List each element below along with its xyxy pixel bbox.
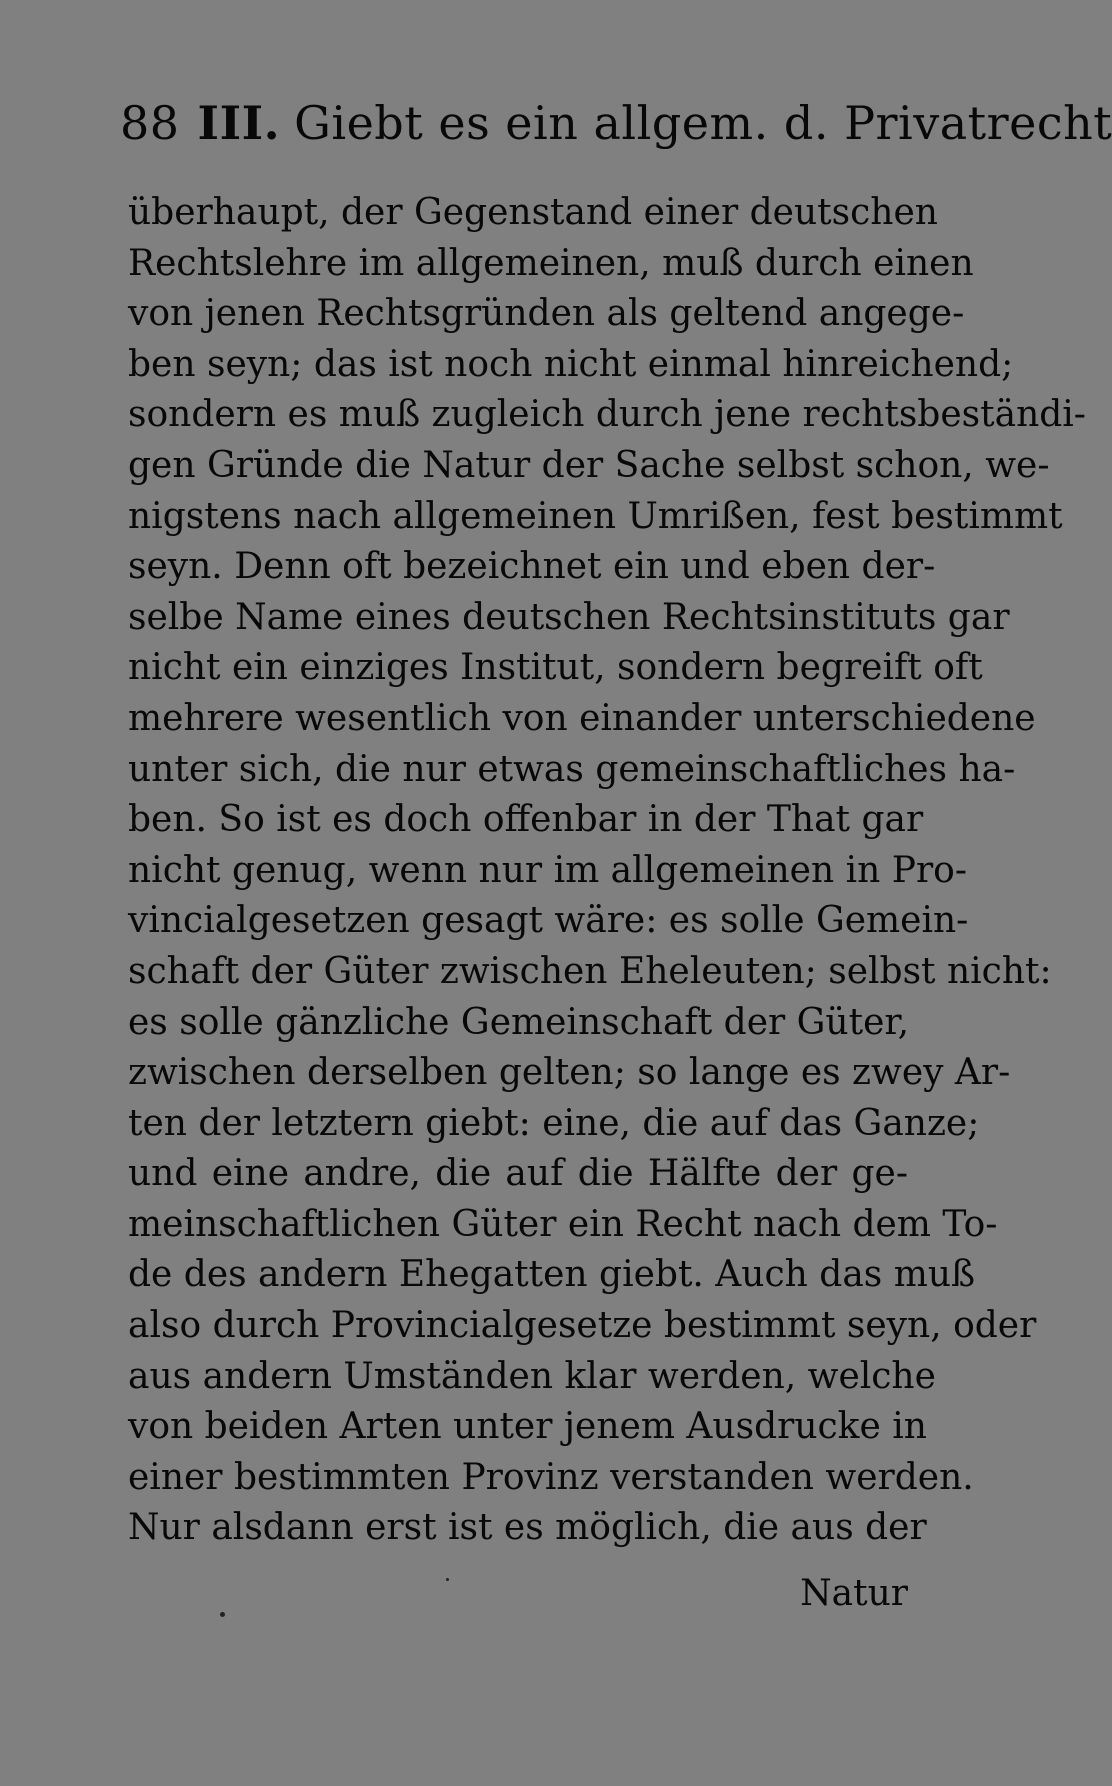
body-text: [128, 188, 1086, 1554]
text-line: von jenen Rechtsgründen als geltend angege-: [128, 293, 965, 335]
text-line: es solle gänzliche Gemeinschaft der Güter,: [128, 1001, 910, 1043]
text-line: sondern es muß zugleich durch jene rechtsbeständi-: [128, 394, 1086, 436]
page-header: [120, 96, 1112, 160]
text-line: gen Gründe die Natur der Sache selbst schon, we-: [128, 444, 1050, 486]
text-line: mehrere wesentlich von einander unterschiedene: [128, 697, 1036, 739]
text-line: ben. So ist es doch offenbar in der That gar: [128, 799, 924, 841]
chapter-numeral: III.: [197, 96, 281, 150]
text-line: de des andern Ehegatten giebt. Auch das muß: [128, 1254, 976, 1296]
text-line: überhaupt, der Gegenstand einer deutschen: [128, 192, 938, 233]
text-line: nicht genug, wenn nur im allgemeinen in Pro-: [128, 849, 967, 891]
running-title: Giebt es ein allgem. d. Privatrecht: [294, 96, 1112, 150]
text-line: Rechtslehre im allgemeinen, muß durch einen: [128, 242, 974, 284]
text-line: schaft der Güter zwischen Eheleuten; selbst nicht:: [128, 950, 1052, 992]
text-line: und eine andre, die auf die Hälfte der ge-: [128, 1153, 908, 1195]
text-line: nicht ein einziges Institut, sondern begreift oft: [128, 647, 983, 689]
text-line: ben seyn; das ist noch nicht einmal hinreichend;: [128, 343, 1014, 385]
text-line: ten der letztern giebt: eine, die auf das Ganze;: [128, 1102, 980, 1144]
text-line: vincialgesetzen gesagt wäre: es solle Gemein-: [128, 900, 969, 942]
scan-speck: [220, 1612, 225, 1617]
text-line: selbe Name eines deutschen Rechtsinstituts gar: [128, 596, 1010, 638]
catchword: Natur: [800, 1573, 908, 1614]
text-line: Nur alsdann erst ist es möglich, die aus der: [128, 1507, 927, 1549]
text-line: zwischen derselben gelten; so lange es zwey Ar-: [128, 1052, 1011, 1094]
text-line: seyn. Denn oft bezeichnet ein und eben der-: [128, 546, 936, 588]
scan-speck: [446, 1578, 449, 1581]
text-line: meinschaftlichen Güter ein Recht nach dem To-: [128, 1203, 998, 1245]
text-line: nigstens nach allgemeinen Umrißen, fest bestimmt: [128, 495, 1063, 537]
text-line: aus andern Umständen klar werden, welche: [128, 1355, 936, 1397]
text-line: also durch Provincialgesetze bestimmt seyn, oder: [128, 1305, 1037, 1347]
text-line: einer bestimmten Provinz verstanden werden.: [128, 1456, 974, 1498]
text-line: von beiden Arten unter jenem Ausdrucke in: [128, 1406, 927, 1448]
page-number: 88: [120, 96, 180, 150]
text-line: unter sich, die nur etwas gemeinschaftliches ha-: [128, 748, 1016, 790]
